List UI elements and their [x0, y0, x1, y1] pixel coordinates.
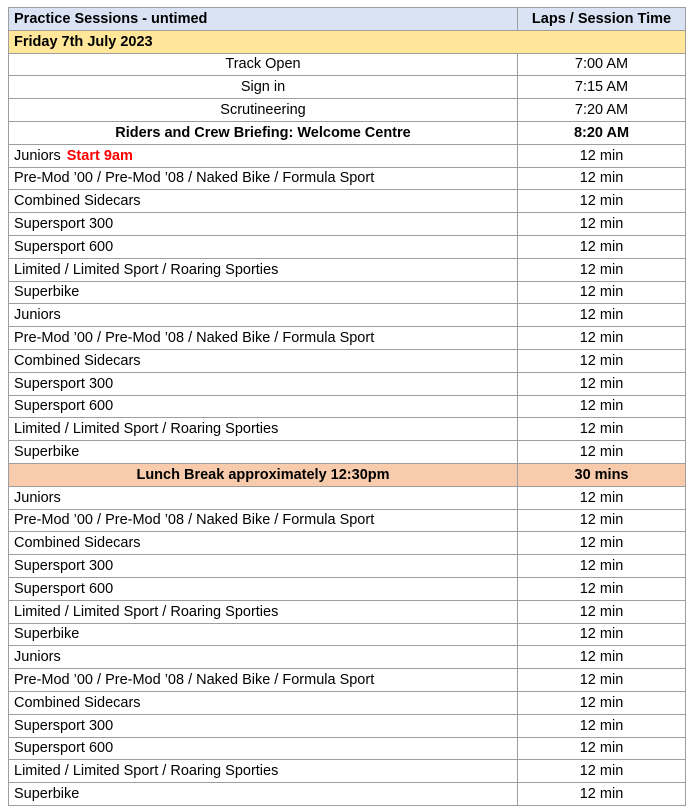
session-name: Supersport 300 [14, 558, 114, 575]
table-row [9, 258, 686, 281]
session-name-cell [9, 623, 518, 646]
session-name-cell [9, 463, 518, 486]
table-row [9, 190, 686, 213]
table-row [9, 441, 686, 464]
session-name: Limited / Limited Sport / Roaring Sporties [14, 261, 279, 278]
session-name-cell [9, 691, 518, 714]
session-time-cell: 12 min [518, 144, 686, 167]
event-date: Friday 7th July 2023 [9, 30, 686, 53]
session-time-cell: 12 min [518, 349, 686, 372]
session-name-cell [9, 600, 518, 623]
session-time-cell: 30 mins [518, 463, 686, 486]
date-row [9, 30, 686, 53]
session-name-cell [9, 281, 518, 304]
start-time-note: Start 9am [66, 147, 133, 164]
practice-schedule-table [8, 7, 686, 806]
session-name: Superbike [14, 284, 80, 301]
table-row [9, 327, 686, 350]
table-row [9, 577, 686, 600]
session-name-cell [9, 395, 518, 418]
session-name-cell [9, 577, 518, 600]
session-time-cell: 7:15 AM [518, 76, 686, 99]
session-time-cell: 12 min [518, 555, 686, 578]
session-name: Superbike [14, 444, 80, 461]
time-column-header: Laps / Session Time [518, 8, 686, 31]
session-name-cell [9, 144, 518, 167]
session-time-cell: 12 min [518, 623, 686, 646]
session-name-cell [9, 418, 518, 441]
table-row [9, 600, 686, 623]
table-row [9, 737, 686, 760]
session-time-cell: 12 min [518, 669, 686, 692]
table-row [9, 714, 686, 737]
session-time-cell: 12 min [518, 167, 686, 190]
table-row [9, 281, 686, 304]
session-name-cell [9, 167, 518, 190]
session-name-cell [9, 304, 518, 327]
session-time-cell: 12 min [518, 418, 686, 441]
session-time-cell: 12 min [518, 372, 686, 395]
session-name-cell [9, 509, 518, 532]
session-time-cell: 12 min [518, 235, 686, 258]
session-name: Sign in [240, 79, 286, 96]
table-row [9, 144, 686, 167]
table-row [9, 760, 686, 783]
session-name: Supersport 600 [14, 580, 114, 597]
session-time-cell: 7:20 AM [518, 99, 686, 122]
table-row [9, 691, 686, 714]
session-name-cell [9, 99, 518, 122]
session-time-cell: 8:20 AM [518, 121, 686, 144]
session-name-cell [9, 441, 518, 464]
session-name-cell [9, 121, 518, 144]
session-name: Pre-Mod ’00 / Pre-Mod ’08 / Naked Bike / Formula Sport [14, 512, 375, 529]
session-name-cell [9, 486, 518, 509]
table-row [9, 646, 686, 669]
session-name: Combined Sidecars [14, 535, 141, 552]
session-name-cell [9, 327, 518, 350]
schedule-sheet [8, 7, 685, 806]
table-row [9, 372, 686, 395]
session-column-header: Practice Sessions - untimed [9, 8, 518, 31]
table-row [9, 167, 686, 190]
session-time-cell: 12 min [518, 213, 686, 236]
session-name: Juniors [14, 489, 61, 506]
schedule-table-body [9, 8, 686, 806]
session-time-cell: 12 min [518, 532, 686, 555]
session-time-cell: 12 min [518, 760, 686, 783]
table-row [9, 463, 686, 486]
session-time-cell: 12 min [518, 783, 686, 806]
session-name: Juniors [14, 649, 61, 666]
table-row [9, 532, 686, 555]
session-name: Supersport 600 [14, 238, 114, 255]
table-row [9, 623, 686, 646]
session-name-cell [9, 714, 518, 737]
session-name-cell [9, 235, 518, 258]
session-time-cell: 12 min [518, 646, 686, 669]
table-row [9, 486, 686, 509]
session-time-cell: 12 min [518, 281, 686, 304]
session-name-cell [9, 646, 518, 669]
session-name-cell [9, 190, 518, 213]
session-name-cell [9, 258, 518, 281]
session-name: Limited / Limited Sport / Roaring Sporties [14, 421, 279, 438]
session-time-cell: 12 min [518, 737, 686, 760]
session-name-cell [9, 669, 518, 692]
session-name-cell [9, 737, 518, 760]
session-name-cell [9, 213, 518, 236]
session-name-cell [9, 349, 518, 372]
session-time-cell: 12 min [518, 509, 686, 532]
table-row [9, 304, 686, 327]
session-name: Limited / Limited Sport / Roaring Sporties [14, 603, 279, 620]
table-row [9, 53, 686, 76]
session-name: Pre-Mod ’00 / Pre-Mod ’08 / Naked Bike / Formula Sport [14, 672, 375, 688]
session-time-cell: 12 min [518, 691, 686, 714]
session-name: Superbike [14, 626, 80, 643]
session-name: Track Open [225, 56, 301, 73]
session-time-cell: 12 min [518, 577, 686, 600]
session-name: Juniors [14, 307, 61, 324]
session-name: Supersport 300 [14, 216, 114, 233]
table-header-row [9, 8, 686, 31]
session-name: Superbike [14, 785, 80, 802]
session-time-cell: 12 min [518, 714, 686, 737]
session-name: Limited / Limited Sport / Roaring Sporties [14, 763, 279, 780]
table-row [9, 349, 686, 372]
session-name: Combined Sidecars [14, 694, 141, 711]
table-row [9, 555, 686, 578]
session-name-cell [9, 532, 518, 555]
session-name: Pre-Mod ’00 / Pre-Mod ’08 / Naked Bike / Formula Sport [14, 170, 375, 187]
table-row [9, 121, 686, 144]
session-name-cell [9, 555, 518, 578]
session-name: Supersport 300 [14, 375, 114, 392]
table-row [9, 509, 686, 532]
table-row [9, 395, 686, 418]
session-name: Combined Sidecars [14, 352, 141, 369]
table-row [9, 235, 686, 258]
session-time-cell: 7:00 AM [518, 53, 686, 76]
table-row [9, 783, 686, 806]
table-row [9, 76, 686, 99]
session-name-cell [9, 783, 518, 806]
session-name: Juniors [14, 147, 61, 164]
session-time-cell: 12 min [518, 486, 686, 509]
table-row [9, 213, 686, 236]
session-name: Lunch Break approximately 12:30pm [136, 466, 390, 483]
session-time-cell: 12 min [518, 304, 686, 327]
session-name: Supersport 600 [14, 740, 114, 757]
session-name: Scrutineering [220, 102, 306, 119]
session-time-cell: 12 min [518, 395, 686, 418]
session-name: Supersport 300 [14, 717, 114, 734]
table-row [9, 669, 686, 692]
session-name: Combined Sidecars [14, 193, 141, 210]
session-name-cell [9, 760, 518, 783]
session-name: Riders and Crew Briefing: Welcome Centre [115, 124, 411, 141]
session-name-cell [9, 372, 518, 395]
session-name: Supersport 600 [14, 398, 114, 415]
session-time-cell: 12 min [518, 441, 686, 464]
session-time-cell: 12 min [518, 327, 686, 350]
session-time-cell: 12 min [518, 600, 686, 623]
table-row [9, 418, 686, 441]
table-row [9, 99, 686, 122]
session-time-cell: 12 min [518, 190, 686, 213]
session-time-cell: 12 min [518, 258, 686, 281]
session-name-cell [9, 53, 518, 76]
session-name: Pre-Mod ’00 / Pre-Mod ’08 / Naked Bike / Formula Sport [14, 330, 375, 347]
session-name-cell [9, 76, 518, 99]
